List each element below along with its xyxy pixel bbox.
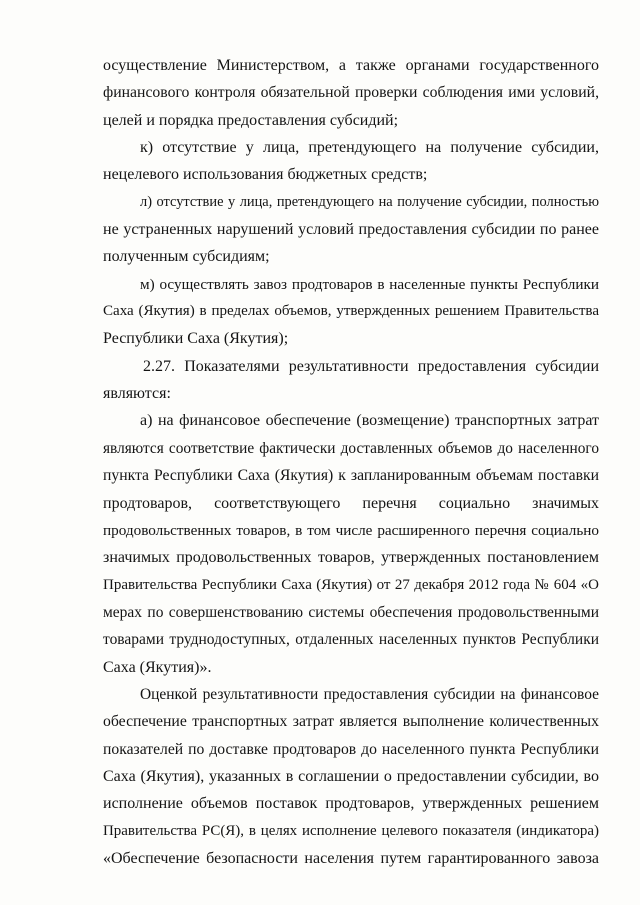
text-line: нецелевого использования бюджетных средств;	[103, 166, 428, 184]
text-line: не устраненных нарушений условий предоставления субсидии по ранее	[103, 221, 599, 239]
text-line: мерах по совершенствованию системы обеспечения продовольственными	[103, 603, 599, 621]
text-line: показателей по доставке продтоваров до населенного пункта Республики	[103, 740, 599, 758]
text-line: Правительства Республики Саха (Якутия) от 27 декабря 2012 года № 604 «О	[103, 576, 599, 593]
text-line: продтоваров, соответствующего перечня социально значимых	[103, 494, 599, 512]
text-line: обеспечение транспортных затрат является выполнение количественных	[103, 713, 599, 731]
document-body	[103, 52, 599, 872]
text-line: пункта Республики Саха (Якутия) к запланированным объемам поставки	[103, 467, 599, 485]
text-line: а) на финансовое обеспечение (возмещение) транспортных затрат	[140, 412, 599, 430]
text-line: осуществление Министерством, а также органами государственного	[103, 57, 599, 74]
text-line: продовольственных товаров, в том числе расширенного перечня социально	[103, 521, 599, 539]
text-line: Правительства РС(Я), в целях исполнение целевого показателя (индикатора)	[103, 822, 599, 839]
text-line: л) отсутствие у лица, претендующего на получение субсидии, полностью	[140, 193, 599, 210]
text-line: товарами труднодоступных, отдаленных населенных пунктов Республики	[103, 631, 599, 649]
text-line: м) осуществлять завоз продтоваров в населенные пункты Республики	[140, 275, 599, 293]
text-line: Оценкой результативности предоставления субсидии на финансовое	[140, 685, 599, 703]
text-line: финансового контроля обязательной проверки соблюдения ими условий,	[103, 84, 599, 102]
text-line: Республики Саха (Якутия);	[103, 330, 289, 348]
text-line: значимых продовольственных товаров, утвержденных постановлением	[103, 549, 599, 567]
text-line: Саха (Якутия), указанных в соглашении о предоставлении субсидии, во	[103, 767, 599, 785]
text-line: исполнение объемов поставок продтоваров, утвержденных решением	[103, 795, 599, 813]
text-line: «Обеспечение безопасности населения путем гарантированного завоза	[103, 849, 599, 867]
text-line: Саха (Якутия)».	[103, 658, 212, 676]
text-line: являются:	[103, 385, 171, 403]
text-line: целей и порядка предоставления субсидий;	[103, 111, 399, 129]
text-line: 2.27. Показателями результативности предоставления субсидии	[143, 357, 599, 375]
text-line: полученным субсидиям;	[103, 248, 270, 266]
text-line: к) отсутствие у лица, претендующего на получение субсидии,	[140, 139, 599, 157]
text-line: Саха (Якутия) в пределах объемов, утвержденных решением Правительства	[103, 303, 599, 320]
text-line: являются соответствие фактически доставленных объемов до населенного	[103, 439, 599, 457]
